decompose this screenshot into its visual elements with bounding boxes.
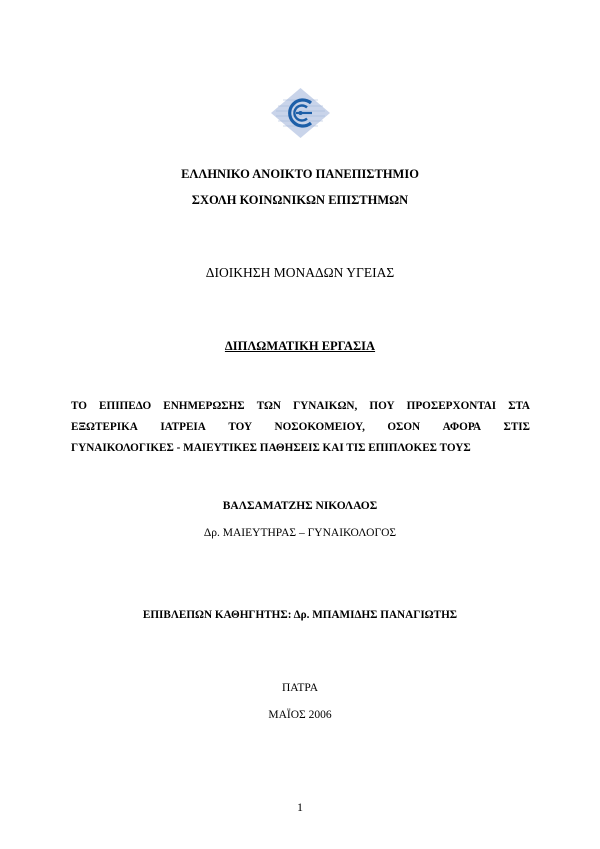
title-word: ΤΩΝ [256,400,281,412]
program-name: ΔΙΟΙΚΗΣΗ ΜΟΝΑΔΩΝ ΥΓΕΙΑΣ [205,265,395,280]
author-name: ΒΑΛΣΑΜΑΤΖΗΣ ΝΙΚΟΛΑΟΣ [222,500,378,512]
title-word: ΙΑΤΡΕΙΑ [160,421,206,433]
city: ΠΑΤΡΑ [281,682,319,694]
school-name: ΣΧΟΛΗ ΚΟΙΝΩΝΙΚΩΝ ΕΠΙΣΤΗΜΩΝ [191,193,409,207]
title-word: ΕΞΩΤΕΡΙΚΑ [71,421,138,433]
title-word: ΤΟΥ [228,421,253,433]
university-logo-icon [268,86,333,140]
thesis-title-line [71,396,530,417]
title-word: ΟΣΟΝ [387,421,421,433]
supervisor: ΕΠΙΒΛΕΠΩΝ ΚΑΘΗΓΗΤΗΣ: Δρ. ΜΠΑΜΙΔΗΣ ΠΑΝΑΓΙΩΤΗΣ [142,609,458,621]
title-word: ΣΤΙΣ [503,421,530,433]
document-type: ΔΙΠΛΩΜΑΤΙΚΗ ΕΡΓΑΣΙΑ [224,339,376,353]
title-word: ΠΡΟΣΕΡΧΟΝΤΑΙ [406,400,497,412]
title-word: ΕΠΙΠΕΔΟ [99,400,152,412]
title-word: ΝΟΣΟΚΟΜΕΙΟΥ, [274,421,365,433]
thesis-title [71,396,530,459]
title-word: ΤΟ [71,400,87,412]
title-word: ΣΤΑ [508,400,530,412]
title-line-text: ΓΥΝΑΙΚΟΛΟΓΙΚΕΣ - ΜΑΙΕΥΤΙΚΕΣ ΠΑΘΗΣΕΙΣ ΚΑΙ ΤΙΣ ΕΠΙΠΛΟΚΕΣ ΤΟΥΣ [71,442,471,454]
author-title: Δρ. ΜΑΙΕΥΤΗΡΑΣ – ΓΥΝΑΙΚΟΛΟΓΟΣ [203,527,397,539]
title-word: ΓΥΝΑΙΚΩΝ, [293,400,358,412]
title-word: ΑΦΟΡΑ [442,421,482,433]
university-name: ΕΛΛΗΝΙΚΟ ΑΝΟΙΚΤΟ ΠΑΝΕΠΙΣΤΗΜΙΟ [181,167,419,181]
title-word: ΠΟΥ [369,400,395,412]
page-number: 1 [297,800,303,814]
thesis-title-line [71,438,530,459]
thesis-title-line [71,417,530,438]
title-word: ΕΝΗΜΕΡΩΣΗΣ [163,400,245,412]
date: ΜΑΪΟΣ 2006 [268,709,332,721]
